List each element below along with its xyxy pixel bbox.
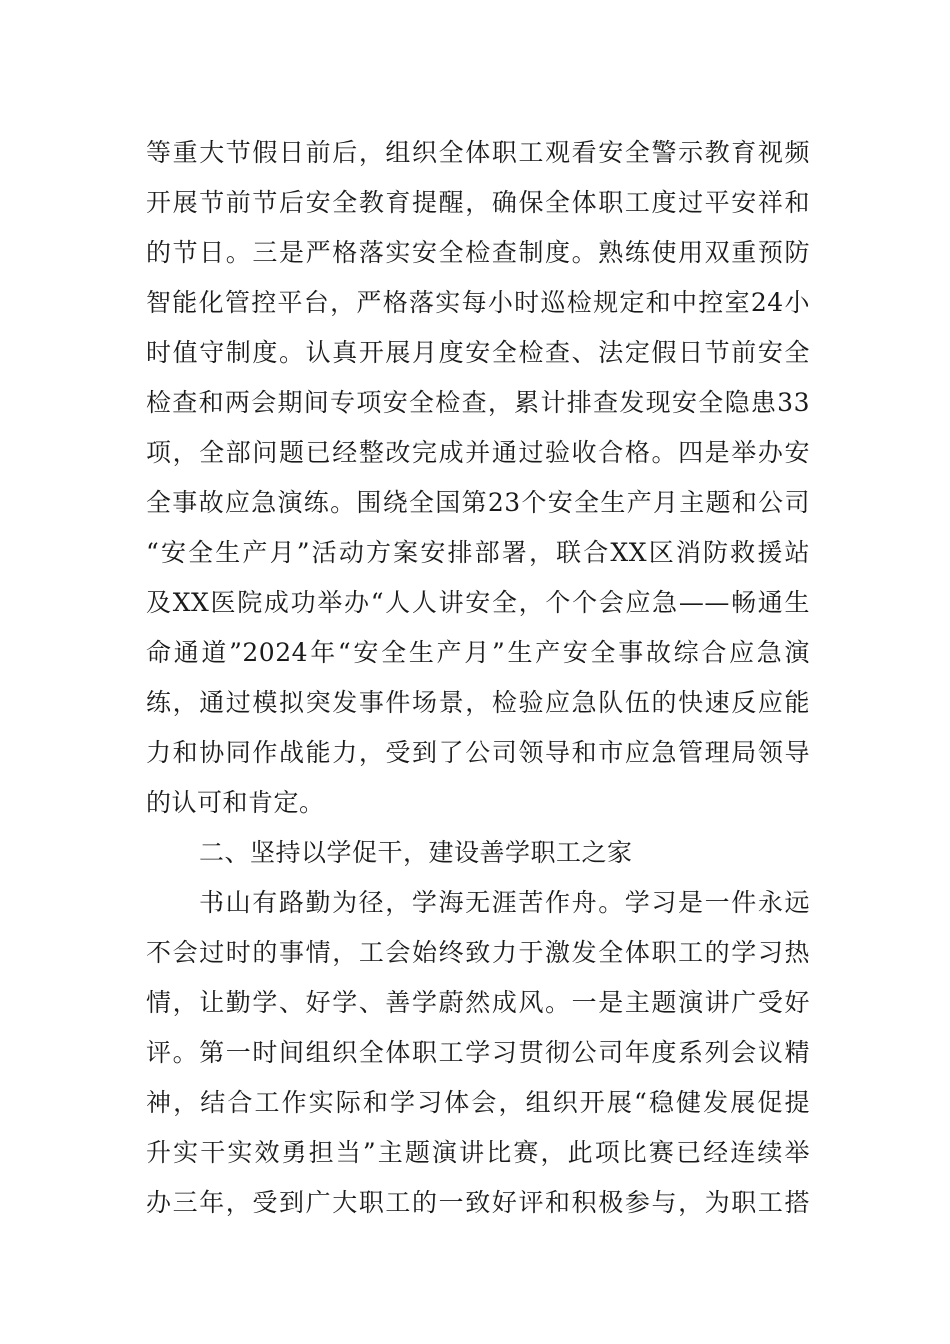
body-line: 书山有路勤为径，学海无涯苦作舟。学习是一件永远 bbox=[199, 888, 810, 917]
body-line: 力和协同作战能力，受到了公司领导和市应急管理局领导 bbox=[146, 738, 810, 767]
body-line: 的认可和肯定。 bbox=[146, 788, 325, 817]
body-line: 的节日。三是严格落实安全检查制度。熟练使用双重预防 bbox=[146, 238, 810, 267]
body-line: 神，结合工作实际和学习体会，组织开展“稳健发展促提 bbox=[146, 1088, 810, 1117]
body-line: 评。第一时间组织全体职工学习贯彻公司年度系列会议精 bbox=[146, 1038, 810, 1067]
body-line: 等重大节假日前后，组织全体职工观看安全警示教育视频 bbox=[146, 138, 810, 167]
body-line: 情，让勤学、好学、善学蔚然成风。一是主题演讲广受好 bbox=[146, 988, 810, 1017]
body-line: 检查和两会期间专项安全检查，累计排查发现安全隐患33 bbox=[146, 388, 810, 417]
section-heading: 二、坚持以学促干，建设善学职工之家 bbox=[199, 838, 633, 867]
body-line: 不会过时的事情，工会始终致力于激发全体职工的学习热 bbox=[146, 938, 810, 967]
body-line: 时值守制度。认真开展月度安全检查、法定假日节前安全 bbox=[146, 338, 810, 367]
body-line: 智能化管控平台，严格落实每小时巡检规定和中控室24小 bbox=[146, 288, 810, 317]
body-line: 开展节前节后安全教育提醒，确保全体职工度过平安祥和 bbox=[146, 188, 810, 217]
body-line: 练，通过模拟突发事件场景，检验应急队伍的快速反应能 bbox=[146, 688, 810, 717]
body-line: “安全生产月”活动方案安排部署，联合XX区消防救援站 bbox=[146, 538, 810, 567]
body-line: 升实干实效勇担当”主题演讲比赛，此项比赛已经连续举 bbox=[146, 1138, 810, 1167]
document-body bbox=[146, 128, 810, 1228]
body-line: 全事故应急演练。围绕全国第23个安全生产月主题和公司 bbox=[146, 488, 810, 517]
body-line: 项，全部问题已经整改完成并通过验收合格。四是举办安 bbox=[146, 438, 810, 467]
body-line: 及XX医院成功举办“人人讲安全，个个会应急——畅通生 bbox=[146, 588, 810, 617]
body-line: 命通道”2024年“安全生产月”生产安全事故综合应急演 bbox=[146, 638, 810, 667]
body-line: 办三年，受到广大职工的一致好评和积极参与，为职工搭 bbox=[146, 1188, 810, 1217]
